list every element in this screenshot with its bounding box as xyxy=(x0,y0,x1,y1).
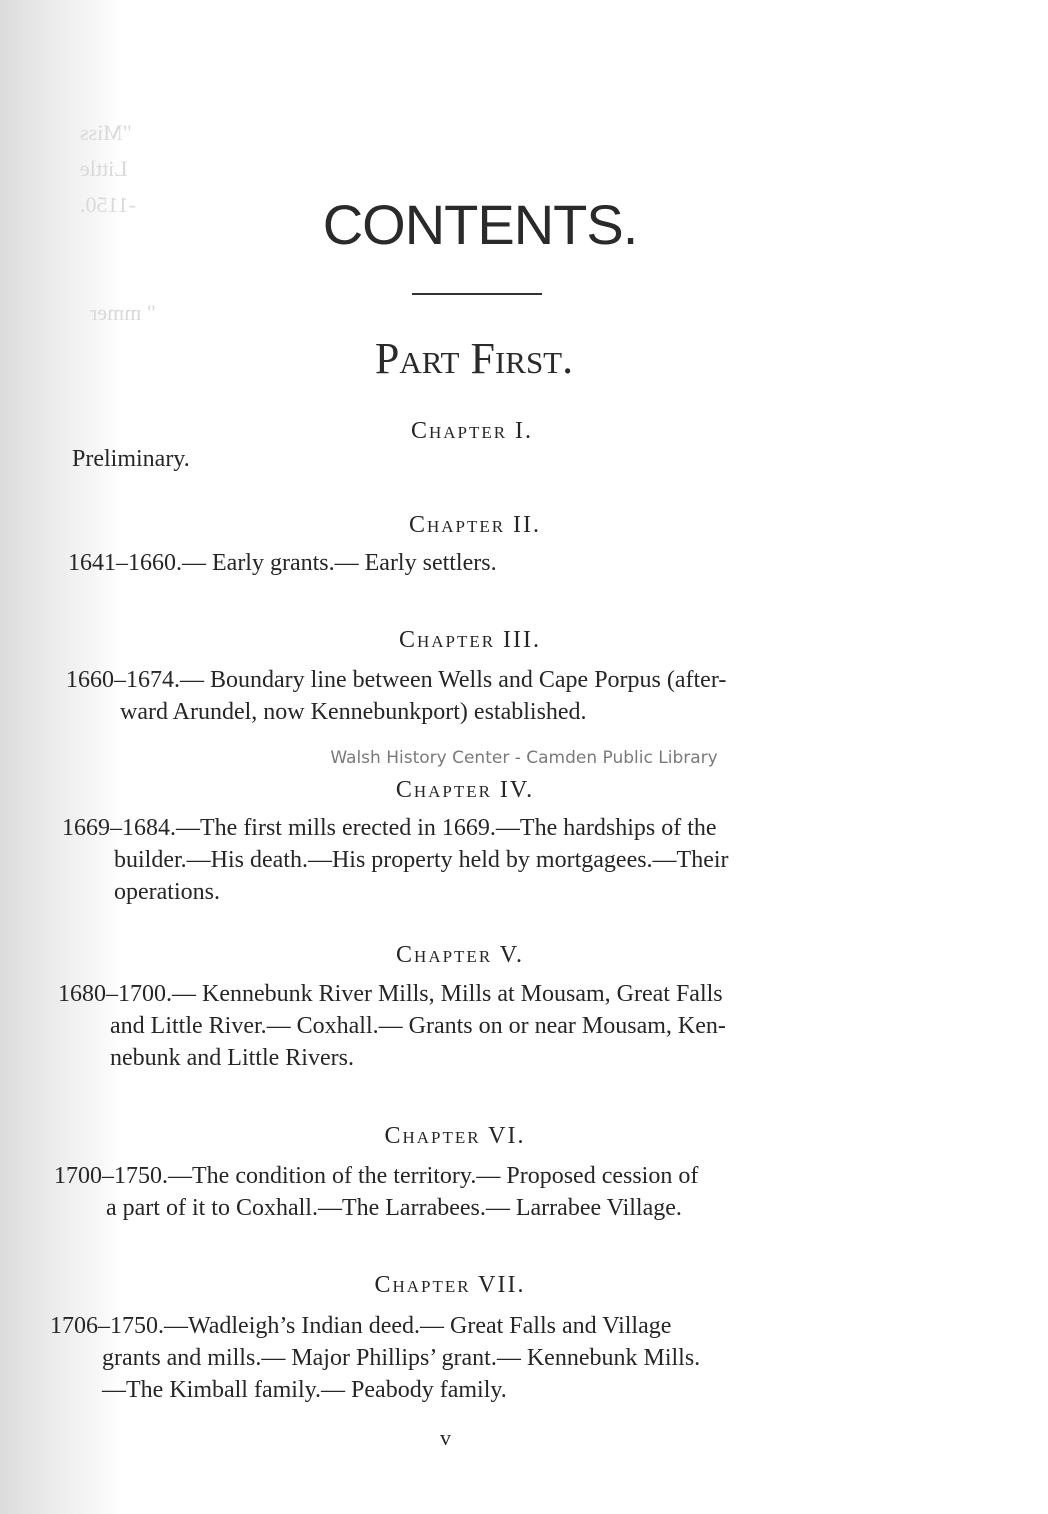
chapter-summary-line: nebunk and Little Rivers. xyxy=(110,1045,354,1071)
chapter-summary-line: 1669–1684.—The first mills erected in 1669.—The hardships of the xyxy=(62,815,717,841)
chapter-summary-line: and Little River.— Coxhall.— Grants on or near Mousam, Ken- xyxy=(110,1013,726,1039)
page-title: CONTENTS. xyxy=(322,193,638,256)
chapter-summary xyxy=(50,1310,880,1406)
library-watermark: Walsh History Center - Camden Public Library xyxy=(330,748,718,768)
part-title: Part First. xyxy=(374,334,574,383)
chapter-summary-line: grants and mills.— Major Phillips’ grant.— Kennebunk Mills. xyxy=(102,1345,701,1371)
chapter-summary-line: 1706–1750.—Wadleigh’s Indian deed.— Great Falls and Village xyxy=(50,1313,672,1339)
bleed-through-text: " mmer xyxy=(90,300,156,325)
chapter-summary-line: operations. xyxy=(114,879,220,905)
chapter-summary-line: a part of it to Coxhall.—The Larrabees.— Larrabee Village. xyxy=(106,1195,682,1221)
chapter-summary xyxy=(62,812,892,908)
chapter-heading: Chapter VI. xyxy=(384,1123,526,1149)
chapter-summary-line: 1700–1750.—The condition of the territory.— Proposed cession of xyxy=(54,1163,699,1189)
bleed-through-text: "Miss xyxy=(80,120,132,145)
bleed-through-text: -1150. xyxy=(80,192,137,217)
chapter-summary-line: ward Arundel, now Kennebunkport) established. xyxy=(120,699,587,725)
chapter-heading: Chapter I. xyxy=(410,418,534,444)
chapter-heading: Chapter II. xyxy=(408,512,542,538)
page-number: v xyxy=(440,1425,451,1450)
chapter-summary xyxy=(72,443,872,475)
title-divider xyxy=(412,293,542,295)
chapter-summary-line: Preliminary. xyxy=(72,446,190,472)
chapter-summary xyxy=(68,547,888,579)
chapter-summary-line: 1680–1700.— Kennebunk River Mills, Mills at Mousam, Great Falls xyxy=(58,981,723,1007)
chapter-heading: Chapter V. xyxy=(396,942,524,968)
chapter-summary-line: 1660–1674.— Boundary line between Wells and Cape Porpus (after- xyxy=(66,667,727,693)
chapter-summary xyxy=(54,1160,884,1224)
chapter-heading: Chapter IV. xyxy=(395,777,535,803)
chapter-summary xyxy=(58,978,888,1074)
chapter-summary-line: builder.—His death.—His property held by mortgagees.—Their xyxy=(114,847,729,873)
chapter-summary xyxy=(66,664,896,728)
bleed-through-text: Little xyxy=(80,156,128,181)
chapter-summary-line: —The Kimball family.— Peabody family. xyxy=(102,1377,507,1403)
chapter-summary-line: 1641–1660.— Early grants.— Early settlers. xyxy=(68,550,497,576)
chapter-heading: Chapter III. xyxy=(398,627,542,653)
chapter-heading: Chapter VII. xyxy=(374,1272,526,1298)
